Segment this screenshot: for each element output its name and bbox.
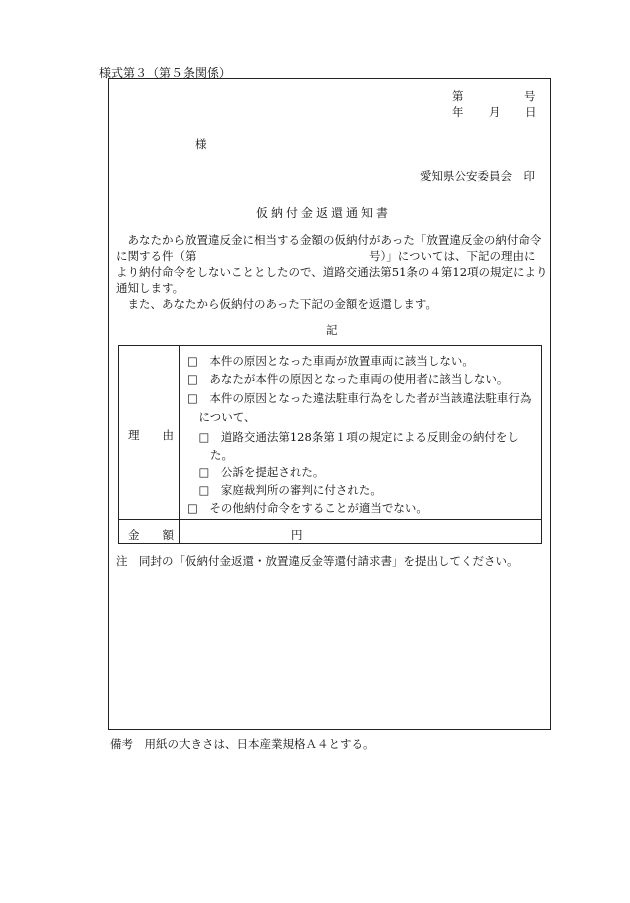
body-line: あなたから放置違反金に相当する金額の仮納付があった「放置違反金の納付命令	[116, 233, 542, 247]
addressee-honorific: 様	[195, 137, 207, 151]
note: 注 同封の「仮納付金返還・放置違反金等還付請求書」を提出してください。	[116, 554, 519, 568]
table-divider-horizontal	[119, 519, 541, 520]
body-line: より納付命令をしないこととしたので、道路交通法第51条の４第12項の規定により	[116, 265, 548, 279]
reason-item: た。	[187, 448, 233, 462]
body-line: 通知します。	[116, 281, 185, 295]
date-year: 年	[452, 105, 464, 119]
date-month: 月	[489, 105, 501, 119]
reason-item: □ 家庭裁判所の審判に付された。	[187, 483, 382, 497]
reason-table	[118, 345, 542, 544]
reason-item: □ 本件の原因となった車両が放置車両に該当しない。	[187, 354, 474, 368]
reason-item: □ 道路交通法第128条第１項の規定による反則金の納付をし	[187, 430, 519, 444]
reason-item: について、	[187, 410, 256, 424]
document-title: 仮納付金返還通知書	[256, 206, 392, 220]
amount-label: 金 額	[128, 528, 174, 542]
document-number-suffix: 号	[524, 89, 536, 103]
body-line: に関する件（第 号）」については、下記の理由に	[116, 249, 536, 263]
body-line: また、あなたから仮納付のあった下記の金額を返還します。	[116, 297, 437, 311]
reason-item: □ 本件の原因となった違法駐車行為をした者が当該違法駐車行為	[187, 391, 532, 405]
form-number-label: 様式第３（第５条関係）	[99, 66, 232, 80]
document-number-prefix: 第	[452, 89, 464, 103]
reason-item: □ あなたが本件の原因となった車両の使用者に該当しない。	[187, 372, 509, 386]
date-day: 日	[525, 105, 537, 119]
ki-marker: 記	[326, 323, 338, 337]
remarks: 備考 用紙の大きさは、日本産業規格Ａ４とする。	[110, 737, 375, 751]
table-divider-vertical	[179, 346, 180, 543]
reason-item: □ 公訴を提起された。	[187, 465, 325, 479]
reason-label: 理 由	[128, 428, 174, 442]
reason-item: □ その他納付命令をすることが適当でない。	[187, 501, 428, 515]
issuer-signature: 愛知県公安委員会 印	[420, 169, 535, 183]
amount-value: 円	[291, 528, 303, 542]
